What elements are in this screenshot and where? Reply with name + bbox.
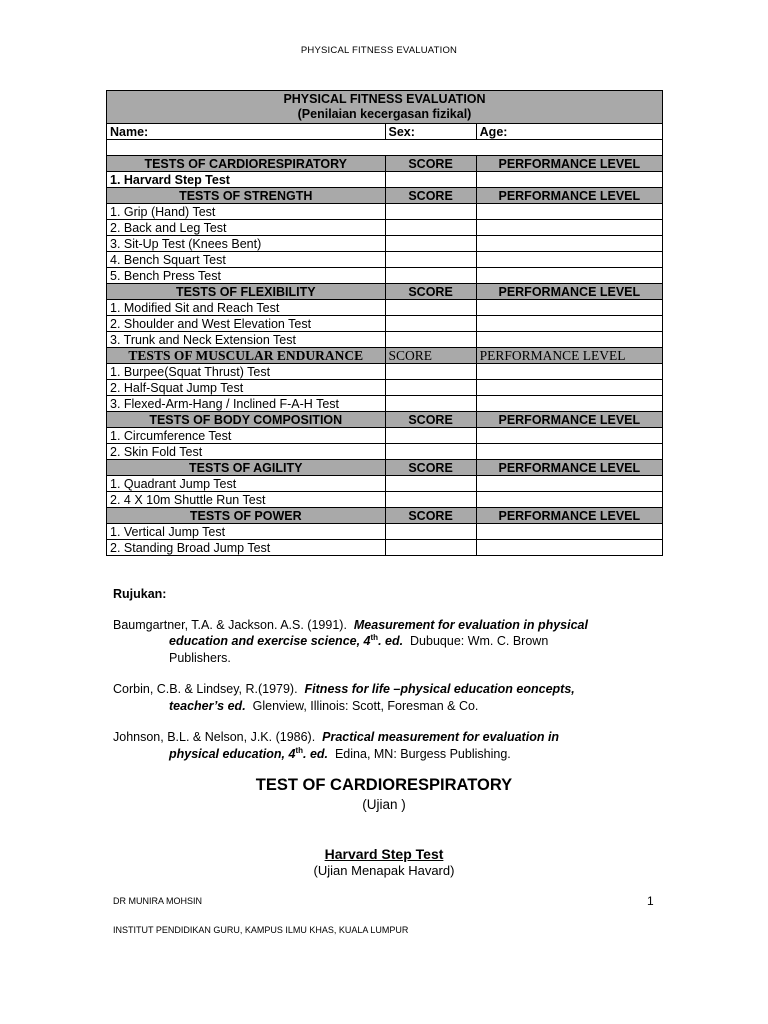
performance-level-cell[interactable] [476,524,662,540]
performance-level-cell[interactable] [476,300,662,316]
references-heading: Rujukan: [113,587,167,601]
test-name: 1. Burpee(Squat Thrust) Test [107,364,386,380]
table-title-cell [107,91,663,124]
ref2-publisher: Glenview, Illinois: Scott, Foresman & Co. [252,698,479,713]
ref1-sup: th [370,632,379,642]
score-cell[interactable] [385,380,476,396]
reference-2 [113,681,673,714]
score-cell[interactable] [385,172,476,188]
ref3-title-c: . ed. [303,746,329,761]
score-cell[interactable] [385,492,476,508]
section-header-row [107,284,663,300]
section-header-row [107,188,663,204]
test-row [107,236,663,252]
test-name: 2. Standing Broad Jump Test [107,540,386,556]
section-heading: TESTS OF CARDIORESPIRATORY [107,156,386,172]
test-row [107,476,663,492]
ref3-authors: Johnson, B.L. & Nelson, J.K. (1986). [113,730,316,744]
performance-level-cell[interactable] [476,220,662,236]
section-title-cardio: TEST OF CARDIORESPIRATORY [255,776,513,794]
name-row [107,124,663,140]
test-row [107,396,663,412]
score-header: SCORE [385,508,476,524]
sex-field[interactable]: Sex: [385,124,476,140]
performance-level-header: PERFORMANCE LEVEL [476,188,662,204]
test-name: 4. Bench Squart Test [107,252,386,268]
ref1-title-a: Measurement for evaluation in physical [353,617,588,632]
score-cell[interactable] [385,252,476,268]
blank-row [107,140,663,156]
section-header-row [107,156,663,172]
ref1-title-b: education and exercise science, 4 [169,634,371,648]
name-field[interactable]: Name: [107,124,386,140]
section-subtitle-cardio: (Ujian ) [362,797,406,812]
section-header-row [107,460,663,476]
performance-level-header: PERFORMANCE LEVEL [476,156,662,172]
section-header-row [107,348,663,364]
page-number: 1 [647,894,654,908]
test-name: 2. Back and Leg Test [107,220,386,236]
performance-level-cell[interactable] [476,268,662,284]
test-row [107,316,663,332]
performance-level-cell[interactable] [476,476,662,492]
score-cell[interactable] [385,300,476,316]
performance-level-cell[interactable] [476,236,662,252]
score-cell[interactable] [385,444,476,460]
footer-author: DR MUNIRA MOHSIN [113,896,203,906]
section-heading: TESTS OF AGILITY [107,460,386,476]
section-subtitle-harvard: (Ujian Menapak Havard) [313,863,455,878]
score-header: SCORE [385,284,476,300]
score-cell[interactable] [385,268,476,284]
test-row [107,332,663,348]
test-name: 1. Grip (Hand) Test [107,204,386,220]
footer-institute: INSTITUT PENDIDIKAN GURU, KAMPUS ILMU KHAS, KUALA LUMPUR [113,925,409,935]
performance-level-cell[interactable] [476,316,662,332]
test-name: 2. 4 X 10m Shuttle Run Test [107,492,386,508]
test-row [107,220,663,236]
test-row [107,252,663,268]
ref1-publisher: Dubuque: Wm. C. Brown [410,634,549,648]
section-title-harvard: Harvard Step Test [324,846,444,862]
test-row [107,268,663,284]
score-header: SCORE [385,188,476,204]
test-name: 1. Vertical Jump Test [107,524,386,540]
score-cell[interactable] [385,364,476,380]
performance-level-cell[interactable] [476,332,662,348]
score-cell[interactable] [385,236,476,252]
test-name: 3. Sit-Up Test (Knees Bent) [107,236,386,252]
performance-level-header: PERFORMANCE LEVEL [476,508,662,524]
section-heading: TESTS OF BODY COMPOSITION [107,412,386,428]
performance-level-header: PERFORMANCE LEVEL [476,348,662,364]
table-title: PHYSICAL FITNESS EVALUATION [283,92,486,106]
score-header: SCORE [385,412,476,428]
ref3-sup: th [295,745,303,755]
ref1-publisher-2: Publishers. [169,650,231,665]
test-row [107,364,663,380]
section-heading: TESTS OF STRENGTH [107,188,386,204]
score-cell[interactable] [385,428,476,444]
score-cell[interactable] [385,316,476,332]
section-heading: TESTS OF MUSCULAR ENDURANCE [107,348,386,364]
test-name: 2. Skin Fold Test [107,444,386,460]
section-header-row [107,508,663,524]
score-cell[interactable] [385,524,476,540]
test-name: 1. Modified Sit and Reach Test [107,300,386,316]
test-row [107,300,663,316]
performance-level-cell[interactable] [476,204,662,220]
performance-level-cell[interactable] [476,396,662,412]
ref1-authors: Baumgartner, T.A. & Jackson. A.S. (1991). [113,617,347,632]
table-subtitle: (Penilaian kecergasan fizikal) [297,107,472,121]
test-name: 1. Harvard Step Test [107,172,386,188]
score-header: SCORE [385,460,476,476]
test-row [107,380,663,396]
performance-level-cell[interactable] [476,540,662,556]
performance-level-cell[interactable] [476,428,662,444]
test-row [107,428,663,444]
test-name: 5. Bench Press Test [107,268,386,284]
ref2-authors: Corbin, C.B. & Lindsey, R.(1979). [113,682,298,696]
references [113,586,673,777]
ref2-title-b: teacher’s ed. [169,698,246,713]
test-row [107,204,663,220]
test-row [107,172,663,188]
score-header: SCORE [385,156,476,172]
ref3-title-a: Practical measurement for evaluation in [322,730,560,744]
test-name: 3. Trunk and Neck Extension Test [107,332,386,348]
test-name: 3. Flexed-Arm-Hang / Inclined F-A-H Test [107,396,386,412]
reference-3 [113,729,673,762]
test-name: 2. Shoulder and West Elevation Test [107,316,386,332]
performance-level-cell[interactable] [476,364,662,380]
section-heading: TESTS OF FLEXIBILITY [107,284,386,300]
test-row [107,540,663,556]
performance-level-cell[interactable] [476,444,662,460]
score-cell[interactable] [385,476,476,492]
test-name: 1. Quadrant Jump Test [107,476,386,492]
reference-1 [113,617,673,667]
performance-level-cell[interactable] [476,252,662,268]
ref3-title-b: physical education, 4 [169,746,296,761]
score-cell[interactable] [385,204,476,220]
section-heading: TESTS OF POWER [107,508,386,524]
section-header-row [107,412,663,428]
score-cell[interactable] [385,540,476,556]
evaluation-table [106,90,663,556]
page-header: PHYSICAL FITNESS EVALUATION [300,45,458,56]
performance-level-cell[interactable] [476,172,662,188]
performance-level-header: PERFORMANCE LEVEL [476,412,662,428]
ref3-publisher: Edina, MN: Burgess Publishing. [334,746,511,761]
test-row [107,444,663,460]
performance-level-cell[interactable] [476,380,662,396]
test-row [107,524,663,540]
ref1-title-c: . ed. [378,634,404,648]
performance-level-header: PERFORMANCE LEVEL [476,284,662,300]
test-row [107,492,663,508]
ref2-title-a: Fitness for life –physical education eoncepts, [304,682,575,696]
score-cell[interactable] [385,220,476,236]
performance-level-header: PERFORMANCE LEVEL [476,460,662,476]
age-field[interactable]: Age: [476,124,662,140]
score-cell[interactable] [385,396,476,412]
test-name: 2. Half-Squat Jump Test [107,380,386,396]
score-header: SCORE [385,348,476,364]
test-name: 1. Circumference Test [107,428,386,444]
performance-level-cell[interactable] [476,492,662,508]
blank-cell [107,140,663,156]
score-cell[interactable] [385,332,476,348]
